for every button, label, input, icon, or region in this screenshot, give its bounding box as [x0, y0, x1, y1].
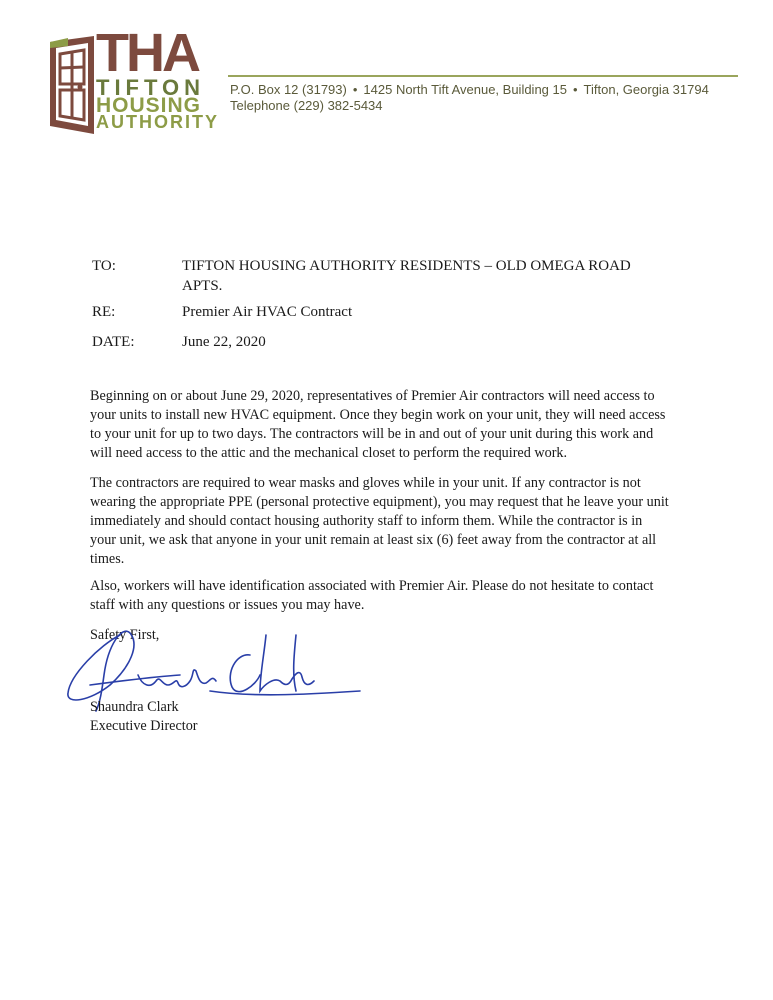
letterhead-rule	[228, 75, 738, 77]
to-value-line1: TIFTON HOUSING AUTHORITY RESIDENTS – OLD OMEGA ROAD	[182, 258, 631, 274]
bullet-separator: •	[352, 82, 358, 97]
bullet-separator: •	[572, 82, 578, 97]
logo-line-housing: HOUSING	[96, 94, 202, 117]
address-street: 1425 North Tift Avenue, Building 15	[363, 82, 567, 97]
paragraph-access	[90, 387, 690, 463]
re-label: RE:	[92, 304, 116, 320]
signer-title: Executive Director	[90, 718, 198, 734]
door-icon	[48, 34, 98, 134]
paragraph-line: your unit, we ask that anyone in your unit remain at least six (6) feet away from the contractor at all	[90, 532, 657, 548]
paragraph-line: immediately and should contact housing authority staff to inform them. While the contractor is in	[90, 513, 643, 529]
closing-salutation: Safety First,	[90, 627, 160, 643]
address-city: Tifton, Georgia 31794	[583, 82, 709, 97]
paragraph-line: Beginning on or about June 29, 2020, representatives of Premier Air contractors will need access to	[90, 388, 655, 404]
to-label: TO:	[92, 258, 116, 274]
paragraph-line: your units to install new HVAC equipment. Once they begin work on your unit, they will need access	[90, 407, 666, 423]
letterhead-address	[230, 82, 709, 114]
paragraph-ppe	[90, 474, 690, 569]
address-telephone: Telephone (229) 382-5434	[230, 98, 383, 113]
date-label: DATE:	[92, 334, 135, 350]
paragraph-line: The contractors are required to wear masks and gloves while in your unit. If any contractor is not	[90, 475, 641, 491]
to-value	[182, 256, 631, 296]
logo-abbrev: THA	[96, 23, 198, 83]
tha-logo	[48, 23, 223, 134]
paragraph-line: times.	[90, 551, 125, 567]
logo-line-tifton: TIFTON	[96, 75, 206, 100]
logo-line-authority: AUTHORITY	[96, 112, 219, 132]
address-po-box: P.O. Box 12 (31793)	[230, 82, 347, 97]
signer-name: Shaundra Clark	[90, 699, 179, 715]
paragraph-line: staff with any questions or issues you may have.	[90, 597, 365, 613]
paragraph-line: to your unit for up to two days. The contractors will be in and out of your unit during this work and	[90, 426, 654, 442]
paragraph-line: Also, workers will have identification associated with Premier Air. Please do not hesitate to contact	[90, 578, 654, 594]
paragraph-line: will need access to the attic and the mechanical closet to perform the required work.	[90, 445, 568, 461]
to-value-line2: APTS.	[182, 278, 223, 294]
date-value: June 22, 2020	[182, 334, 266, 350]
re-value: Premier Air HVAC Contract	[182, 304, 353, 320]
paragraph-identification	[90, 577, 690, 615]
paragraph-line: wearing the appropriate PPE (personal protective equipment), you may request that he leave your unit	[90, 494, 669, 510]
